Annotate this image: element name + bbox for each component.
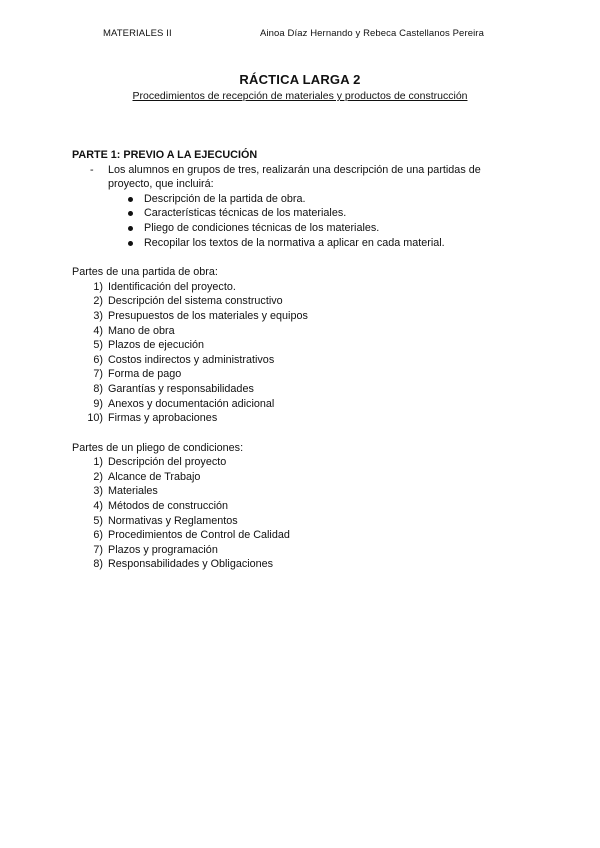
list-text: Identificación del proyecto. (108, 280, 236, 293)
list-item (108, 221, 512, 236)
bullet-icon (128, 226, 133, 231)
list-item (72, 294, 512, 309)
bullet-icon (128, 197, 133, 202)
list-item (72, 528, 512, 543)
list-text: Firmas y aprobaciones (108, 412, 218, 425)
pliego-list (72, 455, 512, 572)
list-text: Costos indirectos y administrativos (108, 353, 275, 366)
list-number: 10) (87, 412, 103, 425)
part1-intro-item (72, 163, 512, 192)
list-item (72, 543, 512, 558)
list-number: 5) (93, 514, 103, 527)
list-number: 1) (93, 456, 103, 469)
list-number: 8) (93, 382, 103, 395)
list-item (72, 470, 512, 485)
part1-dash-list (72, 163, 512, 192)
dash-marker: - (90, 163, 94, 176)
header-authors: Ainoa Díaz Hernando y Rebeca Castellanos Pereira (260, 28, 484, 39)
list-text: Procedimientos de Control de Calidad (108, 529, 290, 542)
list-number: 4) (93, 500, 103, 513)
list-text: Materiales (108, 485, 158, 498)
list-number: 8) (93, 558, 103, 571)
list-number: 6) (93, 529, 103, 542)
list-item (72, 382, 512, 397)
list-number: 2) (93, 295, 103, 308)
list-item (72, 367, 512, 382)
list-item (72, 514, 512, 529)
list-item (108, 206, 512, 221)
document-body (72, 148, 512, 572)
list-number: 3) (93, 485, 103, 498)
list-item (72, 499, 512, 514)
list-item (72, 353, 512, 368)
bullet-text: Recopilar los textos de la normativa a aplicar en cada material. (144, 236, 445, 249)
pliego-label: Partes de un pliego de condiciones: (72, 441, 244, 454)
list-text: Plazos de ejecución (108, 339, 205, 352)
bullet-text: Pliego de condiciones técnicas de los materiales. (144, 221, 380, 234)
list-number: 7) (93, 368, 103, 381)
list-text: Métodos de construcción (108, 500, 229, 513)
list-item (72, 324, 512, 339)
part1-bullet-list (72, 192, 512, 250)
list-number: 4) (93, 324, 103, 337)
list-item (72, 484, 512, 499)
list-number: 7) (93, 543, 103, 556)
list-item (72, 455, 512, 470)
list-number: 1) (93, 280, 103, 293)
list-text: Responsabilidades y Obligaciones (108, 558, 274, 571)
list-text: Descripción del sistema constructivo (108, 295, 283, 308)
partida-list (72, 280, 512, 426)
document-title: RÁCTICA LARGA 2 (239, 72, 361, 87)
list-number: 2) (93, 470, 103, 483)
bullet-text: Descripción de la partida de obra. (144, 192, 306, 205)
list-number: 3) (93, 309, 103, 322)
bullet-icon (128, 211, 133, 216)
document-subtitle: Procedimientos de recepción de materiales y productos de construcción (132, 90, 468, 102)
list-text: Anexos y documentación adicional (108, 397, 275, 410)
bullet-text: Características técnicas de los materiales. (144, 207, 347, 220)
part1-intro-text: Los alumnos en grupos de tres, realizarán una descripción de una partidas de proyecto, que incluirá: (108, 163, 481, 191)
list-text: Alcance de Trabajo (108, 470, 201, 483)
list-text: Forma de pago (108, 368, 182, 381)
partida-label: Partes de una partida de obra: (72, 266, 218, 279)
list-item (72, 338, 512, 353)
list-number: 9) (93, 397, 103, 410)
bullet-icon (128, 241, 133, 246)
list-text: Plazos y programación (108, 543, 218, 556)
list-number: 5) (93, 339, 103, 352)
list-item (108, 192, 512, 207)
list-item (108, 236, 512, 251)
list-item (72, 280, 512, 295)
list-item (72, 309, 512, 324)
list-text: Descripción del proyecto (108, 456, 227, 469)
list-number: 6) (93, 353, 103, 366)
list-item (72, 411, 512, 426)
section-heading-part1: PARTE 1: PREVIO A LA EJECUCIÓN (72, 149, 258, 161)
header-course: MATERIALES II (103, 28, 172, 39)
list-text: Mano de obra (108, 324, 175, 337)
list-text: Presupuestos de los materiales y equipos (108, 309, 308, 322)
list-text: Normativas y Reglamentos (108, 514, 238, 527)
list-item (72, 557, 512, 572)
list-item (72, 397, 512, 412)
list-text: Garantías y responsabilidades (108, 382, 254, 395)
